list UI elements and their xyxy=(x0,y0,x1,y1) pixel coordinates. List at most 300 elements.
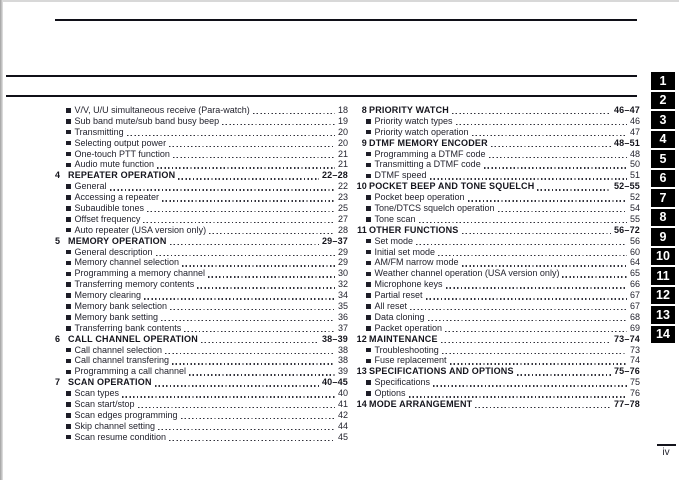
toc-sub-row xyxy=(355,377,640,388)
dotted-leader xyxy=(169,440,335,441)
toc-entry-page: 48–51 xyxy=(613,137,640,148)
toc-section-title: POCKET BEEP AND TONE SQUELCH xyxy=(369,181,535,192)
toc-entry-page: 37 xyxy=(337,322,348,333)
dotted-leader xyxy=(127,135,335,136)
square-bullet-icon xyxy=(66,184,71,189)
square-bullet-icon xyxy=(66,413,71,418)
square-bullet-icon xyxy=(66,119,71,124)
toc-sub-row xyxy=(55,301,348,312)
square-bullet-icon xyxy=(366,217,371,222)
toc-sub-row xyxy=(55,214,348,225)
square-bullet-icon xyxy=(366,261,371,266)
square-bullet-icon xyxy=(66,370,71,375)
toc-entry-label: One-touch PTT function xyxy=(74,148,170,159)
toc-section-row xyxy=(55,334,348,345)
toc-entry-page: 35 xyxy=(337,301,348,312)
square-bullet-icon xyxy=(366,348,371,353)
toc-entry-label: Tone/DTCS squelch operation xyxy=(374,203,495,214)
dotted-leader xyxy=(419,222,627,223)
toc-entry-label: Transferring memory contents xyxy=(74,279,195,290)
dotted-leader xyxy=(491,146,611,147)
toc-sub-row xyxy=(355,323,640,334)
toc-section-row xyxy=(355,225,640,236)
toc-entry-page: 74 xyxy=(629,355,640,366)
dotted-leader xyxy=(517,374,611,375)
chapter-tab-13: 13 xyxy=(651,306,675,324)
toc-entry-label: Scan types xyxy=(74,388,120,399)
toc-sub-row xyxy=(55,410,348,421)
toc-entry-page: 29 xyxy=(337,246,348,257)
toc-sub-row xyxy=(55,323,348,334)
toc-entry-page: 22 xyxy=(337,181,348,192)
dotted-leader xyxy=(155,385,319,386)
square-bullet-icon xyxy=(66,293,71,298)
toc-sub-row xyxy=(55,149,348,160)
toc-entry-label: Priority watch types xyxy=(374,115,453,126)
square-bullet-icon xyxy=(66,195,71,200)
square-bullet-icon xyxy=(66,272,71,277)
toc-sub-row xyxy=(355,116,640,127)
square-bullet-icon xyxy=(366,315,371,320)
dotted-leader xyxy=(173,157,335,158)
toc-entry-label: Transmitting xyxy=(74,126,124,137)
toc-entry-page: 21 xyxy=(337,148,348,159)
dotted-leader xyxy=(162,200,335,201)
toc-section-number: 10 xyxy=(356,181,367,192)
toc-section-number: 13 xyxy=(356,366,367,377)
square-bullet-icon xyxy=(366,380,371,385)
dotted-leader xyxy=(189,374,335,375)
toc-section-number: 8 xyxy=(361,105,367,115)
chapter-tab-6: 6 xyxy=(651,170,675,188)
toc-sub-row xyxy=(55,432,348,443)
toc-section-title: CALL CHANNEL OPERATION xyxy=(68,333,198,344)
dotted-leader xyxy=(462,233,611,234)
dotted-leader xyxy=(445,331,627,332)
dotted-leader xyxy=(122,396,335,397)
lower-divider-line xyxy=(6,95,637,97)
chapter-tab-strip xyxy=(651,72,675,345)
toc-entry-page: 45 xyxy=(337,431,348,442)
toc-entry-page: 39 xyxy=(337,366,348,377)
dotted-leader xyxy=(110,189,335,190)
toc-sub-row xyxy=(355,268,640,279)
square-bullet-icon xyxy=(66,250,71,255)
toc-section-number: 12 xyxy=(356,333,367,344)
toc-sub-row xyxy=(355,301,640,312)
toc-entry-page: 77–78 xyxy=(613,399,640,410)
dotted-leader xyxy=(197,287,335,288)
toc-entry-page: 52 xyxy=(629,192,640,203)
dotted-leader xyxy=(138,407,335,408)
toc-entry-page: 27 xyxy=(337,213,348,224)
toc-section-row xyxy=(355,181,640,192)
toc-entry-label: AM/FM narrow mode xyxy=(374,257,459,268)
toc-sub-row xyxy=(355,159,640,170)
dotted-leader xyxy=(426,298,627,299)
toc-sub-row xyxy=(55,247,348,258)
square-bullet-icon xyxy=(66,163,71,168)
toc-sub-row xyxy=(55,366,348,377)
toc-section-row xyxy=(355,334,640,345)
toc-section-row xyxy=(55,170,348,181)
toc-entry-label: Programming a DTMF code xyxy=(374,148,486,159)
toc-entry-label: V/V, U/U simultaneous receive (Para-watch) xyxy=(74,105,250,115)
toc-entry-page: 38–39 xyxy=(321,333,348,344)
toc-sub-row xyxy=(55,203,348,214)
dotted-leader xyxy=(484,167,627,168)
toc-entry-page: 47 xyxy=(629,126,640,137)
toc-entry-label: Skip channel setting xyxy=(74,420,156,431)
toc-entry-page: 40–45 xyxy=(321,377,348,388)
dotted-leader xyxy=(410,309,627,310)
toc-section-title: REPEATER OPERATION xyxy=(68,170,176,181)
dotted-leader xyxy=(170,244,319,245)
toc-entry-label: All reset xyxy=(374,301,408,312)
square-bullet-icon xyxy=(366,195,371,200)
toc-sub-row xyxy=(55,268,348,279)
chapter-tab-1: 1 xyxy=(651,72,675,90)
toc-entry-page: 73 xyxy=(629,344,640,355)
toc-entry-label: Data cloning xyxy=(374,311,425,322)
dotted-leader xyxy=(208,276,335,277)
square-bullet-icon xyxy=(366,130,371,135)
dotted-leader xyxy=(475,407,611,408)
toc-sub-row xyxy=(55,355,348,366)
dotted-leader xyxy=(442,353,627,354)
toc-entry-page: 30 xyxy=(337,268,348,279)
toc-sub-row xyxy=(355,312,640,323)
toc-entry-label: Pocket beep operation xyxy=(374,192,465,203)
dotted-leader xyxy=(222,124,335,125)
chapter-tab-8: 8 xyxy=(651,209,675,227)
toc-entry-label: Programming a memory channel xyxy=(74,268,206,279)
toc-entry-page: 18 xyxy=(337,105,348,115)
toc-sub-row xyxy=(55,159,348,170)
chapter-tab-14: 14 xyxy=(651,326,675,344)
toc-sub-row xyxy=(355,170,640,181)
toc-entry-label: Tone scan xyxy=(374,213,416,224)
toc-column-right xyxy=(355,105,640,410)
toc-entry-page: 38 xyxy=(337,344,348,355)
toc-entry-page: 56–72 xyxy=(613,224,640,235)
toc-entry-page: 40 xyxy=(337,388,348,399)
chapter-tab-2: 2 xyxy=(651,92,675,110)
toc-entry-page: 38 xyxy=(337,355,348,366)
square-bullet-icon xyxy=(66,152,71,157)
dotted-leader xyxy=(157,167,335,168)
toc-section-number: 7 xyxy=(55,377,61,388)
toc-entry-label: Partial reset xyxy=(374,290,423,301)
toc-sub-row xyxy=(55,312,348,323)
dotted-leader xyxy=(253,113,335,114)
toc-entry-page: 68 xyxy=(629,311,640,322)
toc-sub-row xyxy=(55,127,348,138)
toc-section-title: PRIORITY WATCH xyxy=(369,105,449,115)
toc-sub-row xyxy=(355,247,640,258)
dotted-leader xyxy=(428,320,627,321)
toc-entry-label: Specifications xyxy=(374,377,431,388)
toc-entry-page: 20 xyxy=(337,137,348,148)
toc-entry-label: Memory clearing xyxy=(74,290,142,301)
header-rule-line xyxy=(55,19,637,21)
toc-sub-row xyxy=(55,116,348,127)
square-bullet-icon xyxy=(66,206,71,211)
toc-entry-page: 32 xyxy=(337,279,348,290)
toc-entry-label: Scan start/stop xyxy=(74,399,135,410)
dotted-leader xyxy=(446,287,627,288)
folio-rule-line xyxy=(657,444,676,446)
dotted-leader xyxy=(472,135,627,136)
toc-entry-page: 29 xyxy=(337,257,348,268)
square-bullet-icon xyxy=(66,282,71,287)
dotted-leader xyxy=(158,429,335,430)
toc-sub-row xyxy=(355,236,640,247)
square-bullet-icon xyxy=(366,359,371,364)
square-bullet-icon xyxy=(366,326,371,331)
scan-top-edge xyxy=(0,0,679,2)
toc-sub-row xyxy=(55,105,348,116)
toc-section-number: 5 xyxy=(55,235,61,246)
square-bullet-icon xyxy=(66,424,71,429)
toc-sub-row xyxy=(55,399,348,410)
square-bullet-icon xyxy=(66,217,71,222)
toc-section-number: 6 xyxy=(55,333,61,344)
toc-section-title: SPECIFICATIONS AND OPTIONS xyxy=(369,366,514,377)
toc-entry-label: Initial set mode xyxy=(374,246,436,257)
square-bullet-icon xyxy=(366,174,371,179)
toc-entry-label: Options xyxy=(374,388,406,399)
toc-entry-page: 60 xyxy=(629,246,640,257)
toc-sub-row xyxy=(55,138,348,149)
square-bullet-icon xyxy=(66,141,71,146)
toc-entry-page: 23 xyxy=(337,192,348,203)
toc-entry-page: 46–47 xyxy=(613,105,640,115)
toc-entry-page: 67 xyxy=(629,290,640,301)
dotted-leader xyxy=(209,233,335,234)
toc-entry-page: 25 xyxy=(337,203,348,214)
toc-section-title: MODE ARRANGEMENT xyxy=(369,399,473,410)
dotted-leader xyxy=(172,363,335,364)
dotted-leader xyxy=(462,265,627,266)
toc-section-number: 14 xyxy=(356,399,367,410)
square-bullet-icon xyxy=(66,435,71,440)
toc-entry-page: 48 xyxy=(629,148,640,159)
toc-entry-page: 29–37 xyxy=(321,235,348,246)
dotted-leader xyxy=(452,113,611,114)
scan-left-edge xyxy=(0,0,3,480)
toc-entry-page: 51 xyxy=(629,170,640,181)
toc-entry-label: Sub band mute/sub band busy beep xyxy=(74,115,220,126)
toc-entry-page: 42 xyxy=(337,409,348,420)
toc-sub-row xyxy=(55,345,348,356)
toc-section-title: MEMORY OPERATION xyxy=(68,235,167,246)
toc-section-number: 4 xyxy=(55,170,61,181)
square-bullet-icon xyxy=(66,315,71,320)
toc-entry-label: General xyxy=(74,181,107,192)
square-bullet-icon xyxy=(66,326,71,331)
toc-entry-label: Call channel selection xyxy=(74,344,163,355)
toc-sub-row xyxy=(55,257,348,268)
toc-entry-label: Packet operation xyxy=(374,322,443,333)
chapter-tab-4: 4 xyxy=(651,131,675,149)
toc-entry-label: Microphone keys xyxy=(374,279,443,290)
toc-sub-row xyxy=(55,225,348,236)
toc-sub-row xyxy=(355,279,640,290)
square-bullet-icon xyxy=(366,293,371,298)
toc-entry-label: Transferring bank contents xyxy=(74,322,182,333)
toc-section-title: OTHER FUNCTIONS xyxy=(369,224,459,235)
square-bullet-icon xyxy=(366,239,371,244)
toc-section-title: SCAN OPERATION xyxy=(68,377,152,388)
dotted-leader xyxy=(181,418,335,419)
square-bullet-icon xyxy=(366,391,371,396)
toc-entry-label: Offset frequency xyxy=(74,213,141,224)
toc-sub-row xyxy=(355,257,640,268)
toc-entry-page: 46 xyxy=(629,115,640,126)
toc-entry-page: 52–55 xyxy=(613,181,640,192)
toc-entry-page: 36 xyxy=(337,311,348,322)
toc-section-number: 9 xyxy=(361,137,367,148)
square-bullet-icon xyxy=(66,348,71,353)
chapter-tab-12: 12 xyxy=(651,287,675,305)
square-bullet-icon xyxy=(366,304,371,309)
toc-entry-label: Programming a call channel xyxy=(74,366,187,377)
toc-sub-row xyxy=(55,388,348,399)
square-bullet-icon xyxy=(66,391,71,396)
dotted-leader xyxy=(498,211,627,212)
dotted-leader xyxy=(201,342,319,343)
toc-entry-page: 67 xyxy=(629,301,640,312)
toc-sub-row xyxy=(55,192,348,203)
square-bullet-icon xyxy=(66,130,71,135)
toc-entry-label: Fuse replacement xyxy=(374,355,447,366)
toc-section-number: 11 xyxy=(357,224,367,235)
toc-entry-page: 55 xyxy=(629,213,640,224)
chapter-tab-11: 11 xyxy=(651,267,675,285)
chapter-tab-7: 7 xyxy=(651,189,675,207)
toc-section-row xyxy=(355,366,640,377)
toc-entry-page: 19 xyxy=(337,115,348,126)
toc-entry-page: 21 xyxy=(337,159,348,170)
toc-entry-page: 69 xyxy=(629,322,640,333)
square-bullet-icon xyxy=(66,402,71,407)
square-bullet-icon xyxy=(366,206,371,211)
dotted-leader xyxy=(468,200,627,201)
chapter-tab-3: 3 xyxy=(651,111,675,129)
toc-entry-page: 56 xyxy=(629,235,640,246)
toc-section-row xyxy=(355,105,640,116)
square-bullet-icon xyxy=(66,261,71,266)
toc-entry-label: Priority watch operation xyxy=(374,126,469,137)
toc-entry-page: 44 xyxy=(337,420,348,431)
toc-sub-row xyxy=(355,345,640,356)
dotted-leader xyxy=(144,298,335,299)
square-bullet-icon xyxy=(66,304,71,309)
toc-entry-label: Audio mute function xyxy=(74,159,155,170)
toc-entry-label: Transmitting a DTMF code xyxy=(374,159,481,170)
toc-entry-label: DTMF speed xyxy=(374,170,427,181)
dotted-leader xyxy=(489,157,627,158)
dotted-leader xyxy=(430,178,627,179)
dotted-leader xyxy=(409,396,627,397)
dotted-leader xyxy=(441,342,611,343)
toc-sub-row xyxy=(355,127,640,138)
page-number: iv xyxy=(662,447,670,458)
toc-sub-row xyxy=(355,192,640,203)
toc-sub-row xyxy=(355,203,640,214)
square-bullet-icon xyxy=(366,152,371,157)
toc-sub-row xyxy=(55,421,348,432)
toc-entry-page: 66 xyxy=(629,279,640,290)
dotted-leader xyxy=(143,222,335,223)
dotted-leader xyxy=(156,255,335,256)
toc-entry-label: Memory bank setting xyxy=(74,311,159,322)
dotted-leader xyxy=(182,265,335,266)
toc-entry-label: Auto repeater (USA version only) xyxy=(74,224,207,235)
toc-section-row xyxy=(355,399,640,410)
chapter-tab-10: 10 xyxy=(651,248,675,266)
toc-column-left xyxy=(55,105,348,443)
toc-sub-row xyxy=(55,181,348,192)
toc-entry-page: 22–28 xyxy=(321,170,348,181)
dotted-leader xyxy=(433,385,627,386)
toc-entry-page: 65 xyxy=(629,268,640,279)
dotted-leader xyxy=(537,189,611,190)
toc-entry-page: 75–76 xyxy=(613,366,640,377)
dotted-leader xyxy=(450,363,627,364)
toc-section-row xyxy=(55,236,348,247)
square-bullet-icon xyxy=(366,163,371,168)
toc-entry-page: 76 xyxy=(629,388,640,399)
toc-entry-page: 73–74 xyxy=(613,333,640,344)
toc-entry-page: 64 xyxy=(629,257,640,268)
chapter-tab-9: 9 xyxy=(651,228,675,246)
dotted-leader xyxy=(169,146,335,147)
toc-entry-label: Memory bank selection xyxy=(74,301,168,312)
toc-sub-row xyxy=(355,388,640,399)
toc-entry-page: 75 xyxy=(629,377,640,388)
square-bullet-icon xyxy=(66,359,71,364)
toc-sub-row xyxy=(355,355,640,366)
toc-section-title: DTMF MEMORY ENCODER xyxy=(369,137,488,148)
toc-sub-row xyxy=(55,290,348,301)
dotted-leader xyxy=(438,255,627,256)
square-bullet-icon xyxy=(366,282,371,287)
square-bullet-icon xyxy=(66,108,71,113)
toc-entry-label: Subaudible tones xyxy=(74,203,145,214)
toc-entry-label: Set mode xyxy=(374,235,414,246)
toc-section-title: MAINTENANCE xyxy=(369,333,438,344)
toc-entry-page: 20 xyxy=(337,126,348,137)
dotted-leader xyxy=(456,124,627,125)
toc-entry-label: Call channel transfering xyxy=(74,355,170,366)
toc-section-row xyxy=(355,138,640,149)
toc-entry-label: Scan edges programming xyxy=(74,409,178,420)
square-bullet-icon xyxy=(366,250,371,255)
toc-entry-page: 41 xyxy=(337,399,348,410)
dotted-leader xyxy=(161,320,335,321)
square-bullet-icon xyxy=(366,272,371,277)
toc-section-row xyxy=(55,377,348,388)
toc-entry-label: Memory channel selection xyxy=(74,257,180,268)
dotted-leader xyxy=(170,309,335,310)
toc-sub-row xyxy=(355,290,640,301)
dotted-leader xyxy=(416,244,627,245)
dotted-leader xyxy=(165,353,335,354)
square-bullet-icon xyxy=(66,228,71,233)
toc-sub-row xyxy=(55,279,348,290)
